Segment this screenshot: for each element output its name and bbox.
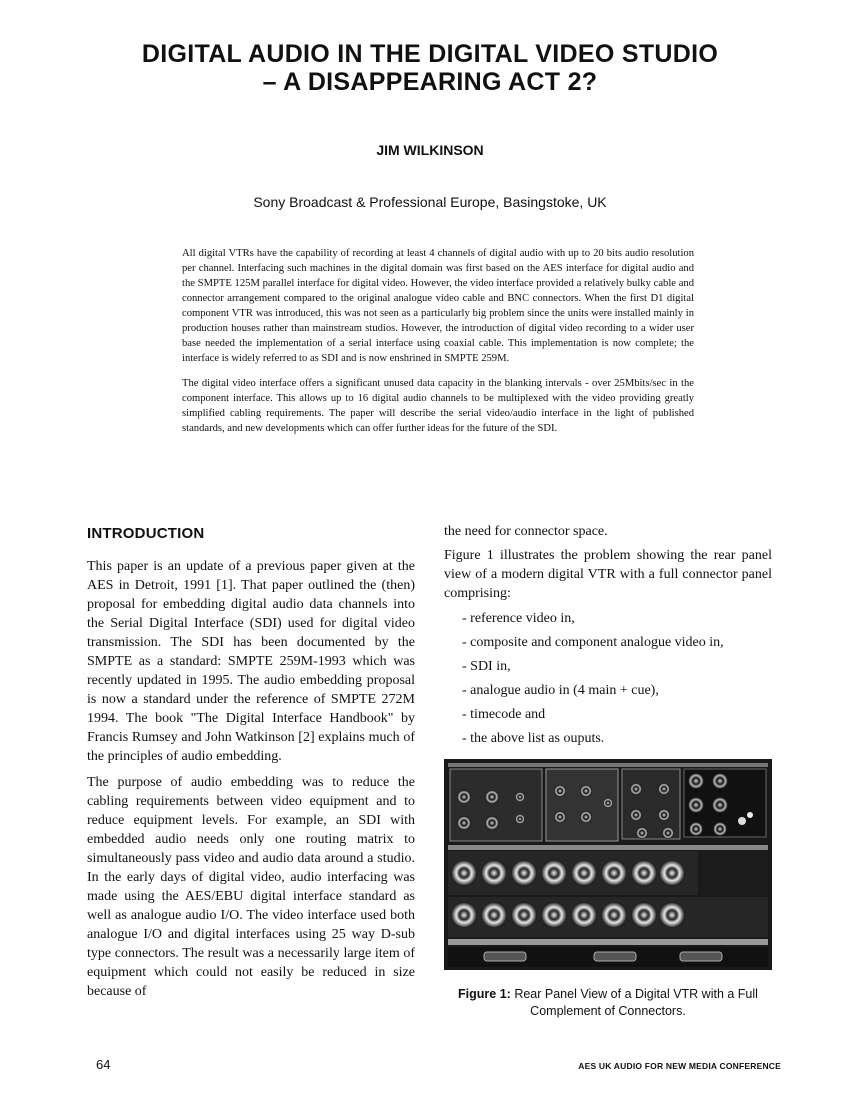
author-affiliation: Sony Broadcast & Professional Europe, Basingstoke, UK [253,194,607,210]
right-column [444,522,772,753]
list-item: - the above list as ouputs. [462,731,605,746]
list-item: - SDI in, [462,659,511,674]
body-paragraph: This paper is an update of a previous paper given at the AES in Detroit, 1991 [1]. That paper outlined the (then) proposal for embedding digital audio data channels into the Serial Digital Interface (SDI) used for digital video transmission. The SDI has been documented by the SMPTE as a standard: SMPTE 259M-1993 which was recently updated in 1995. The audio embedding proposal is now a standard under the reference of SMPTE 272M 1994. The book "The Digital Interface Handbook" by Francis Rumsey and John Watkinson [2] explains much of the principles of audio embedding. [87,559,415,764]
body-paragraph: The purpose of audio embedding was to reduce the cabling requirements between video equipment and to reduce equipment levels. For example, an SDI with embedded audio needs only one routing matrix to simultaneously pass video and audio data around a studio. In the early days of digital video, audio interfacing was made using the AES/EBU digital interface standard as well as analogue audio I/O. The video interface used both analogue I/O and digital interfaces using 25 way D-sub type connectors. The result was a necessarily large item of equipment which could not easily be reduced in size because of [87,775,415,999]
figure-caption-text: Rear Panel View of a Digital VTR with a Full Complement of Connectors. [510,987,758,1018]
figure-caption [444,986,772,1020]
list-item: - composite and component analogue video in, [462,635,724,650]
list-item: - timecode and [462,707,546,722]
list-item: - analogue audio in (4 main + cue), [462,683,659,698]
connector-list [444,609,772,753]
body-paragraph: the need for connector space. [444,524,608,539]
title-line-1: DIGITAL AUDIO IN THE DIGITAL VIDEO STUDIO [141,40,719,68]
page-number: 64 [96,1057,111,1072]
body-paragraph: Figure 1 illustrates the problem showing the rear panel view of a modern digital VTR with a full connector panel comprising: [444,548,772,601]
page-footer: AES UK AUDIO FOR NEW MEDIA CONFERENCE [578,1061,781,1071]
abstract-paragraph: All digital VTRs have the capability of recording at least 4 channels of digital audio with up to 20 bits audio resolution per channel. Interfacing such machines in the digital domain was first based on the AES interface for digital audio and the SMPTE 125M parallel interface for digital video. However, the video interface provided a relatively bulky cable and connector arrangement compared to the original analogue video cable and BNC connectors. When the first D1 digital component VTR was introduced, this was not seen as a particularly big problem since the units were installed mainly in production houses rather than mainstream studios. However, the introduction of digital video recording to a wider user base needed the implementation of a serial interface using coaxial cable. This implementation is now complete; the interface is widely referred to as SDI and is now enshrined in SMPTE 259M. [182,248,694,364]
list-item: - reference video in, [462,611,575,626]
vtr-rear-panel-photo [444,759,772,970]
abstract-paragraph: The digital video interface offers a significant unused data capacity in the blanking intervals - over 25Mbits/sec in the component interface. This allows up to 16 digital audio channels to be multiplexed with the video providing greatly simplified cabling requirements. The paper will describe the serial video/audio interface in the light of published standards, and new developments which can offer further ideas for the future of the SDI. [182,378,694,434]
title-line-2: – A DISAPPEARING ACT 2? [262,68,598,96]
section-heading: INTRODUCTION [87,525,205,542]
author-name: JIM WILKINSON [376,142,484,158]
paper-title [0,40,860,96]
abstract [182,246,694,446]
figure-caption-label: Figure 1: [458,987,511,1001]
left-column [87,524,415,1008]
